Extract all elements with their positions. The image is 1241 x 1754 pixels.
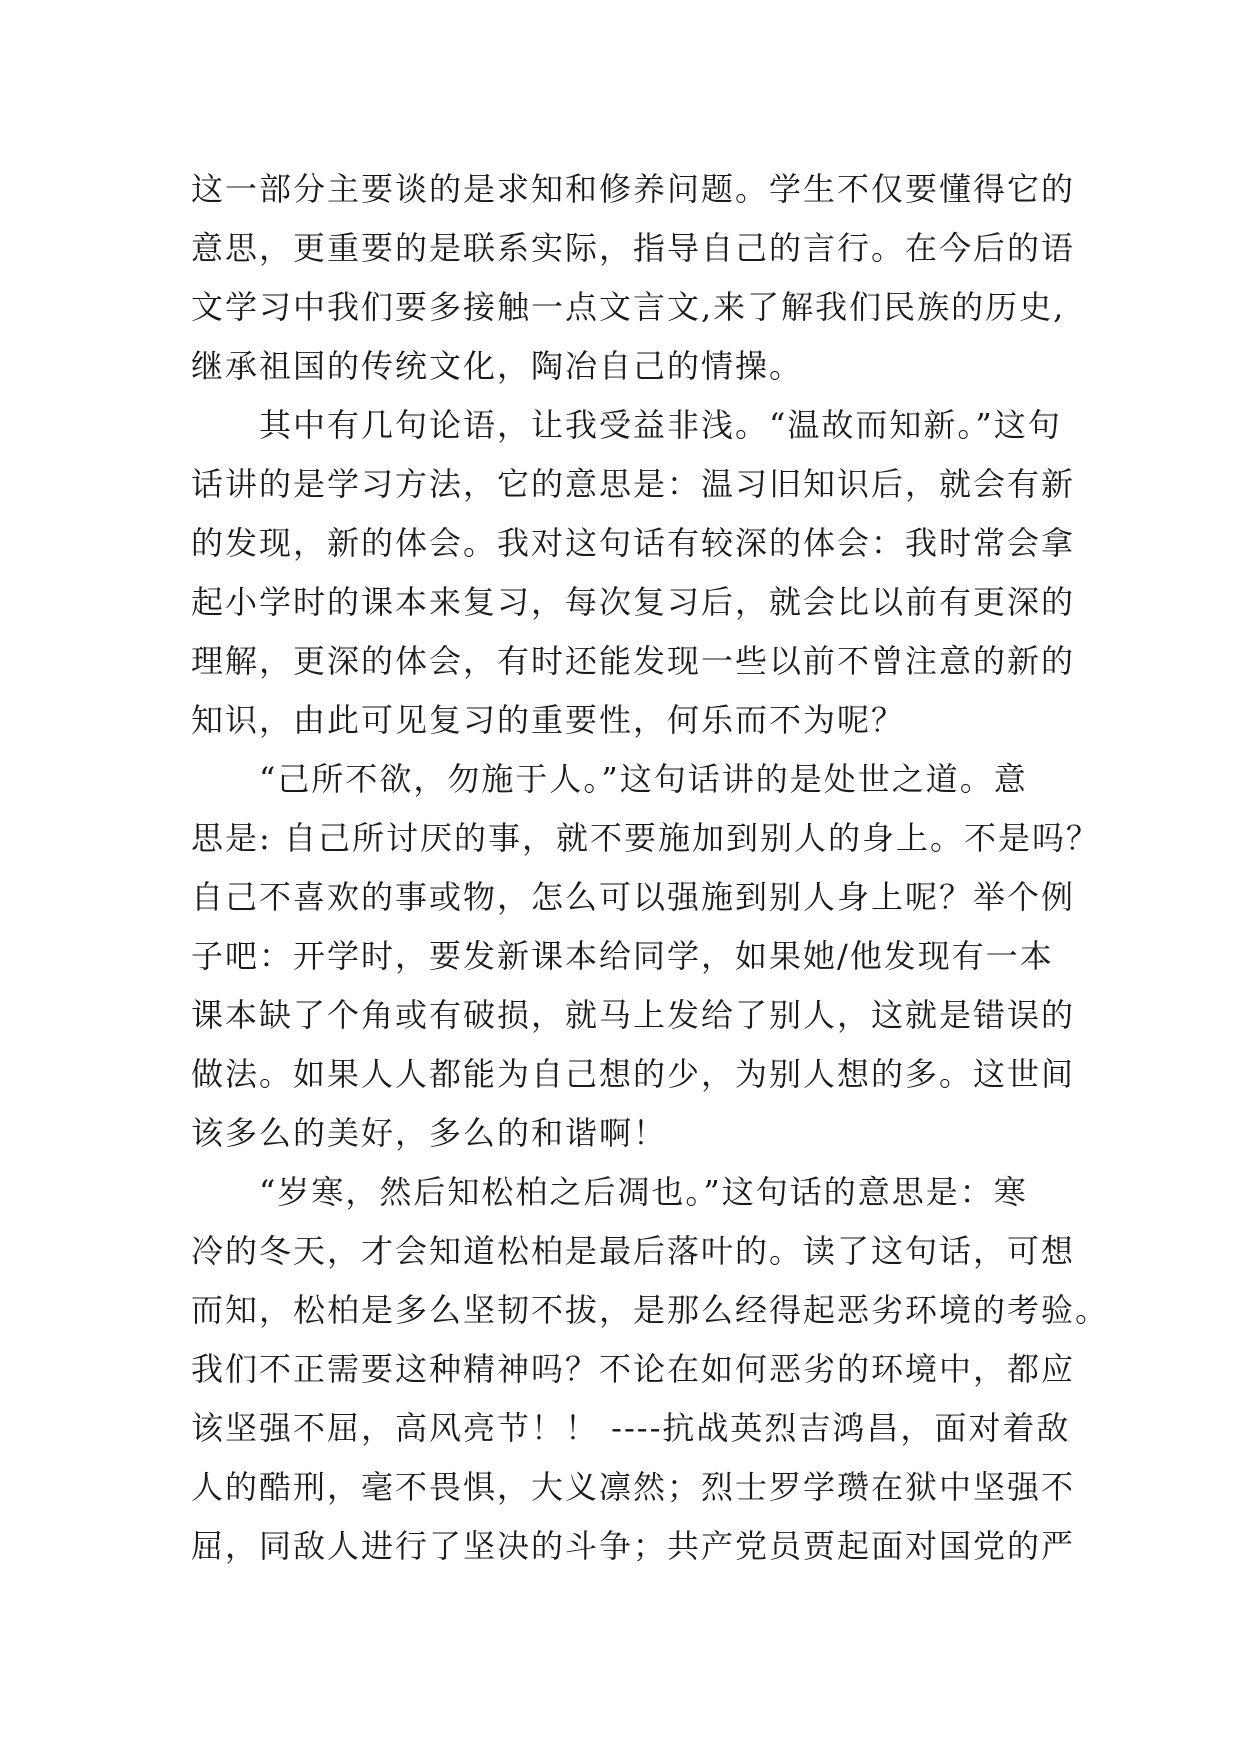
text-line: 而知，松柏是多么坚韧不拔，是那么经得起恶劣环境的考验。 bbox=[191, 1291, 1110, 1329]
text-line: 思是: 自己所讨厌的事，就不要施加到别人的身上。不是吗？ bbox=[191, 819, 1100, 857]
text-line: 这一部分主要谈的是求知和修养问题。学生不仅要懂得它的 bbox=[191, 170, 1076, 208]
text-line: 该坚强不屈，高风亮节！！ ----抗战英烈吉鸿昌，面对着敌 bbox=[191, 1409, 1071, 1447]
text-line: 理解，更深的体会，有时还能发现一些以前不曾注意的新的 bbox=[191, 642, 1076, 680]
text-line: 屈，同敌人进行了坚决的斗争；共产党员贾起面对国党的严 bbox=[191, 1527, 1076, 1565]
text-line: 其中有几句论语，让我受益非浅。“温故而知新。”这句 bbox=[191, 406, 1062, 444]
text-line: “岁寒，然后知松柏之后凋也。”这句话的意思是：寒 bbox=[191, 1173, 1028, 1211]
text-line: 自己不喜欢的事或物，怎么可以强施到别人身上呢？举个例 bbox=[191, 878, 1076, 916]
text-line: 意思，更重要的是联系实际，指导自己的言行。在今后的语 bbox=[191, 229, 1076, 267]
text-line: 起小学时的课本来复习，每次复习后，就会比以前有更深的 bbox=[191, 583, 1076, 621]
text-line: 做法。如果人人都能为自己想的少，为别人想的多。这世间 bbox=[191, 1055, 1076, 1093]
text-line: 我们不正需要这种精神吗？不论在如何恶劣的环境中，都应 bbox=[191, 1350, 1076, 1388]
text-line: “己所不欲，勿施于人。”这句话讲的是处世之道。意 bbox=[191, 760, 1028, 798]
text-line: 冷的冬天，才会知道松柏是最后落叶的。读了这句话，可想 bbox=[191, 1232, 1076, 1270]
text-line: 话讲的是学习方法，它的意思是：温习旧知识后，就会有新 bbox=[191, 465, 1076, 503]
text-line: 子吧：开学时，要发新课本给同学，如果她/他发现有一本 bbox=[191, 937, 1054, 975]
text-line: 知识，由此可见复习的重要性，何乐而不为呢？ bbox=[191, 701, 906, 739]
text-line: 课本缺了个角或有破损，就马上发给了别人，这就是错误的 bbox=[191, 996, 1076, 1034]
body-text bbox=[191, 160, 1110, 1576]
text-line: 文学习中我们要多接触一点文言文,来了解我们民族的历史, bbox=[191, 288, 1066, 326]
text-line: 人的酷刑，毫不畏惧，大义凛然；烈士罗学瓒在狱中坚强不 bbox=[191, 1468, 1076, 1506]
text-line: 该多么的美好，多么的和谐啊！ bbox=[191, 1114, 668, 1152]
text-line: 的发现，新的体会。我对这句话有较深的体会：我时常会拿 bbox=[191, 524, 1076, 562]
text-line: 继承祖国的传统文化，陶冶自己的情操。 bbox=[191, 347, 804, 385]
